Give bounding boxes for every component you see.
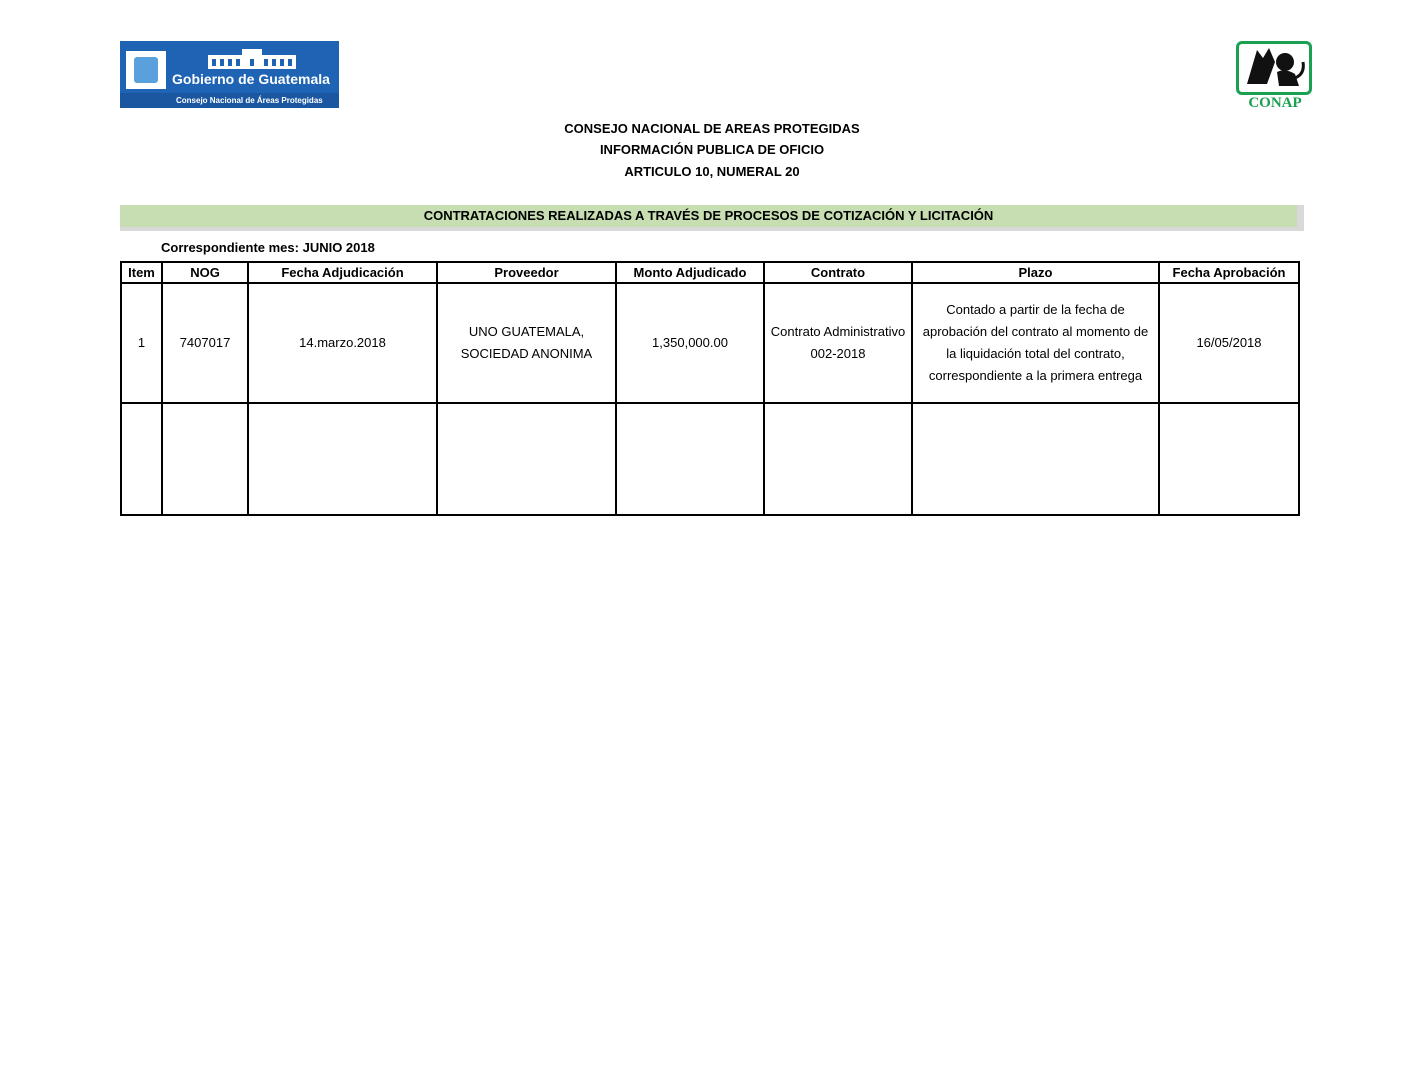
empty-cell [912,403,1159,515]
col-header-fecha-aprobacion: Fecha Aprobación [1159,262,1299,283]
national-palace-icon [206,47,298,69]
cell-monto: 1,350,000.00 [616,283,764,403]
section-banner [120,205,1304,231]
conap-logo [1235,41,1315,113]
col-header-contrato: Contrato [764,262,912,283]
gov-logo-name: Gobierno de Guatemala [172,71,330,87]
table-row-empty [121,403,1299,515]
empty-cell [248,403,437,515]
section-banner-title: CONTRATACIONES REALIZADAS A TRAVÉS DE PROCESOS DE COTIZACIÓN Y LICITACIÓN [120,205,1297,227]
header-line-2: INFORMACIÓN PUBLICA DE OFICIO [599,142,825,157]
header-line-1: CONSEJO NACIONAL DE AREAS PROTEGIDAS [564,121,860,136]
col-header-proveedor: Proveedor [437,262,616,283]
gov-logo-subtitle: Consejo Nacional de Áreas Protegidas [120,93,339,108]
empty-cell [121,403,162,515]
conap-emblem-icon [1236,41,1312,95]
cell-nog: 7407017 [162,283,248,403]
contracts-table [120,261,1300,516]
conap-logo-name: CONAP [1248,95,1302,111]
cell-plazo: Contado a partir de la fecha de aprobación del contrato al momento de la liquidación total del contrato, correspondiente a la primera entrega [912,283,1159,403]
cell-contrato: Contrato Administrativo 002-2018 [764,283,912,403]
empty-cell [1159,403,1299,515]
col-header-nog: NOG [162,262,248,283]
empty-cell [437,403,616,515]
cell-fecha-aprobacion: 16/05/2018 [1159,283,1299,403]
empty-cell [764,403,912,515]
cell-item: 1 [121,283,162,403]
cell-proveedor: UNO GUATEMALA, SOCIEDAD ANONIMA [437,283,616,403]
cell-fecha-adjudicacion: 14.marzo.2018 [248,283,437,403]
col-header-item: Item [121,262,162,283]
col-header-plazo: Plazo [912,262,1159,283]
header-line-3: ARTICULO 10, NUMERAL 20 [624,164,800,179]
col-header-fecha-adjudicacion: Fecha Adjudicación [248,262,437,283]
month-label: Correspondiente mes: JUNIO 2018 [161,240,375,255]
col-header-monto: Monto Adjudicado [616,262,764,283]
empty-cell [616,403,764,515]
table-row [121,283,1299,403]
gobierno-guatemala-logo [120,41,339,108]
empty-cell [162,403,248,515]
guatemala-coat-of-arms-icon [126,51,166,89]
table-header-row [121,262,1299,283]
